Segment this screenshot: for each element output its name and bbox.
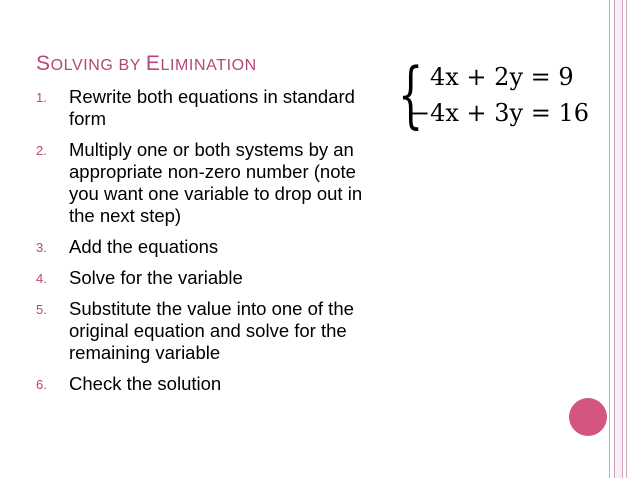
- step-text: Substitute the value into one of the original equation and solve for the remaining variable: [69, 298, 354, 363]
- step-text: Check the solution: [69, 373, 222, 394]
- title-word: OLVING: [50, 57, 114, 74]
- title-initial: S: [36, 52, 51, 75]
- step-item: [36, 298, 381, 364]
- system-brace: {: [398, 52, 424, 136]
- step-text: Multiply one or both systems by an appropriate non-zero number (note you want one variable to drop out in the next step): [69, 139, 363, 226]
- step-number: 5.: [36, 302, 47, 317]
- step-number: 3.: [36, 240, 47, 255]
- step-number: 2.: [36, 143, 47, 158]
- decorative-circle: [569, 398, 607, 436]
- steps-list: [36, 86, 381, 404]
- equation-1: 4x + 2y = 9: [430, 63, 574, 91]
- frame-line: [622, 0, 623, 478]
- step-number: 1.: [36, 90, 47, 105]
- equation-2: −4x + 3y = 16: [410, 99, 590, 127]
- title-initial: E: [145, 52, 161, 75]
- step-text: Add the equations: [69, 236, 219, 257]
- step-number: 4.: [36, 271, 47, 286]
- equation-system: [398, 52, 610, 136]
- step-item: [36, 86, 381, 130]
- title-word: LIMINATION: [160, 57, 257, 74]
- step-text: Solve for the variable: [69, 267, 243, 288]
- step-item: [36, 373, 381, 395]
- step-item: [36, 139, 381, 227]
- frame-band: [615, 0, 622, 478]
- step-number: 6.: [36, 377, 47, 392]
- step-item: [36, 236, 381, 258]
- frame-line: [626, 0, 627, 478]
- title-word: BY: [118, 57, 141, 74]
- frame-line: [614, 0, 615, 478]
- slide-title: [36, 52, 257, 76]
- step-text: Rewrite both equations in standard form: [69, 86, 355, 129]
- step-item: [36, 267, 381, 289]
